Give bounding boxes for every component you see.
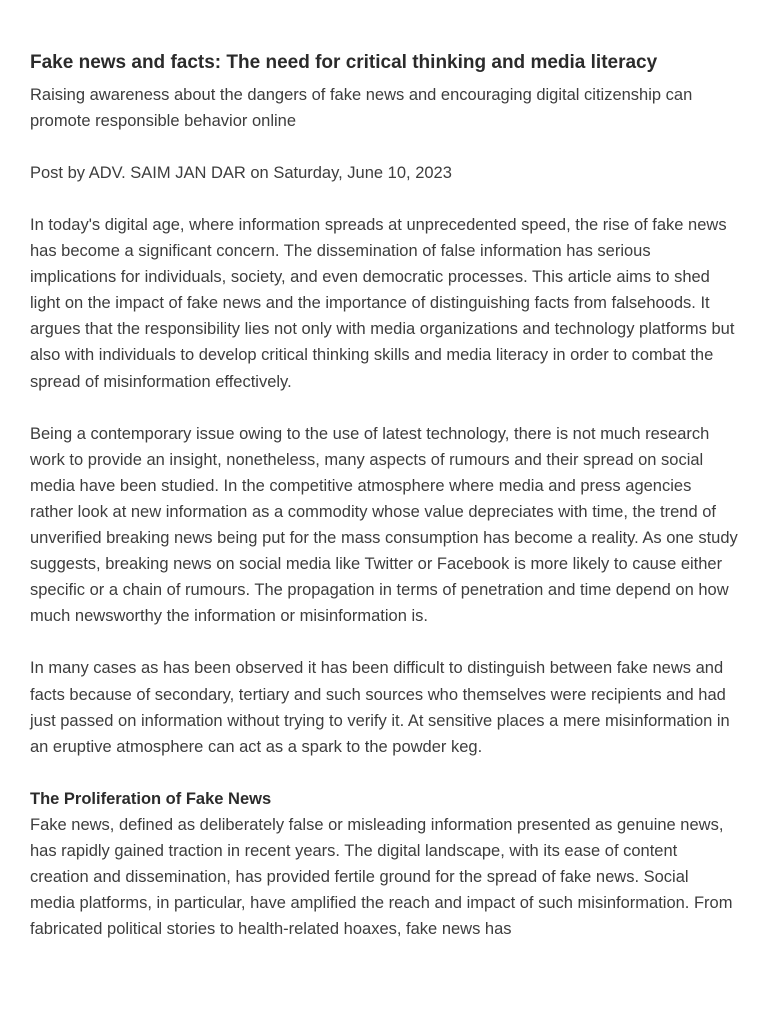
article-paragraph: In today's digital age, where information spreads at unprecedented speed, the rise of fake news has become a significant concern. The dissemination of false information has serious implications for individuals, society, and even democratic processes. This article aims to shed light on the impact of fake news and the importance of distinguishing facts from falsehoods. It argues that the responsibility lies not only with media organizations and technology platforms but also with individuals to develop critical thinking skills and media literacy in order to combat the spread of misinformation effectively. <box>30 216 735 391</box>
section-body: Fake news, defined as deliberately false or misleading information presented as genuine news, has rapidly gained traction in recent years. The digital landscape, with its ease of content creation and dissemination, has provided fertile ground for the spread of fake news. Social media platforms, in particular, have amplified the reach and impact of such misinformation. From fabricated political stories to health-related hoaxes, fake news has <box>30 815 733 939</box>
article-paragraph: Being a contemporary issue owing to the use of latest technology, there is not much research work to provide an insight, nonetheless, many aspects of rumours and their spread on social media have been studied. In the competitive atmosphere where media and press agencies rather look at new information as a commodity whose value depreciates with time, the trend of unverified breaking news being put for the mass consumption has become a reality. As one study suggests, breaking news on social media like Twitter or Facebook is more likely to cause either specific or a chain of rumours. The propagation in terms of penetration and time depend on how much newsworthy the information or misinformation is. <box>30 424 738 626</box>
article-paragraph: In many cases as has been observed it has been difficult to distinguish between fake news and facts because of secondary, tertiary and such sources who themselves were recipients and had just passed on information without trying to verify it. At sensitive places a mere misinformation in an eruptive atmosphere can act as a spark to the powder keg. <box>30 659 730 756</box>
section-heading: The Proliferation of Fake News <box>30 789 272 808</box>
article-byline: Post by ADV. SAIM JAN DAR on Saturday, June 10, 2023 <box>30 164 452 182</box>
article-title: Fake news and facts: The need for critical thinking and media literacy <box>30 52 658 73</box>
article-subtitle: Raising awareness about the dangers of fake news and encouraging digital citizenship can promote responsible behavior online <box>30 86 693 130</box>
